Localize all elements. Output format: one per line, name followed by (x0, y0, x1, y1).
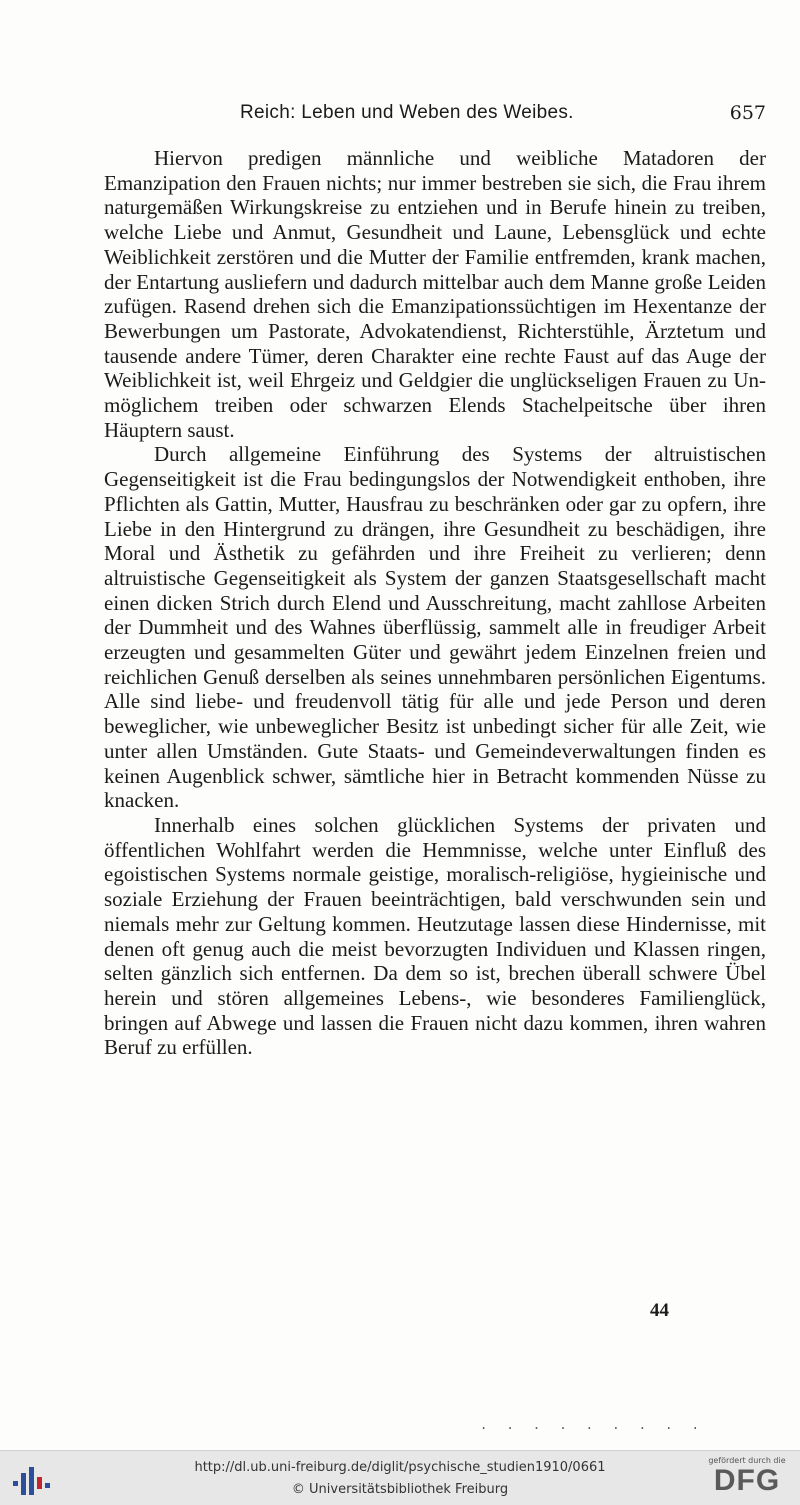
page-number: 657 (729, 102, 766, 124)
paragraph: Innerhalb eines solchen glücklichen Systems der privaten und öffentlichen Wohlfahrt werden die Hemmnisse, welche unter Einfluß des egoistischen Systems normale geistige, moralisch-religiöse, hygieinische und soziale Erziehung der Frauen beeinträchtigen, bald verschwunden sein und niemals mehr zur Geltung kommen. Heutzutage lassen diese Hindernisse, mit denen oft genug auch die meist bevorzugten Individuen und Klassen ringen, selten gänzlich sich entfernen. Da dem so ist, brechen überall schwere Übel herein und stören allgemeines Lebens-, wie besonderes Familienglück, bringen auf Abwege und lassen die Frauen nicht dazu kommen, ihren wahren Beruf zu erfüllen. (104, 812, 766, 1060)
signature-mark: 44 (650, 1300, 669, 1321)
dfg-wordmark: DFG (713, 1464, 781, 1497)
paragraph: Hiervon predigen männliche und weibliche Matadoren der Emanzipation den Frauen nichts; nur immer bestreben sie sich, die Frau ihrem naturgemäßen Wirkungskreise zu entziehen und in Berufe hinein zu treiben, welche Liebe und Anmut, Gesundheit und Laune, Lebensglück und echte Weiblichkeit zerstören und die Mutter der Familie entfremden, krank machen, der Entartung ausliefern und dadurch mittelbar auch dem Manne große Leiden zufügen. Rasend drehen sich die Emanzipationssüchtigen im Hexentanze der Bewerbungen um Pastorate, Advokatendienst, Richterstühle, Ärztetum und tausende andere Tümer, deren Charakter eine rechte Faust auf das Auge der Weiblichkeit ist, weil Ehrgeiz und Geldgier die unglückseligen Frauen zu Unmöglichem treiben oder schwarzen Elends Stachelpeitsche über ihren Häuptern saust. (104, 146, 766, 442)
dfg-caption: gefördert durch die (708, 1456, 786, 1465)
viewer-footer (0, 1450, 800, 1505)
page-header (104, 102, 766, 132)
running-head: Reich: Leben und Weben des Weibes. (240, 102, 574, 123)
permalink-link[interactable]: http://dl.ub.uni-freiburg.de/diglit/psychische_studien1910/0661 (194, 1460, 606, 1475)
paragraph: Durch allgemeine Einführung des Systems der altruistischen Gegenseitigkeit ist die Frau bedingungslos der Notwendigkeit enthoben, ihre Pflichten als Gattin, Mutter, Hausfrau zu beschränken oder gar zu opfern, ihre Liebe in den Hintergrund zu drängen, ihre Gesundheit zu beschädigen, ihre Moral und Ästhetik zu gefährden und ihre Freiheit zu verlieren; denn altruistische Gegenseitigkeit als System der ganzen Staatsgesellschaft macht einen dicken Strich durch Elend und Ausschreitung, macht zahllose Arbeiten der Dummheit und des Wahnes überflüssig, sammelt alle in freudiger Arbeit erzeugten und gesammelten Güter und gewährt jedem Einzelnen freien und reichlichen Genuß derselben als seines unnehmbaren persönlichen Eigentums. Alle sind liebe- und freudenvoll tätig für alle und jede Person und deren beweglicher, wie unbeweglicher Besitz ist unbedingt sicher für alle Zeit, wie unter allen Umständen. Gute Staats- und Gemeindeverwaltungen finden es keinen Augenblick schwer, sämtliche hier in Betracht kommenden Nüsse zu knacken. (104, 442, 766, 813)
dfg-logo (702, 1454, 792, 1502)
scan-artifact: . . . . . . . . . (480, 1418, 705, 1432)
copyright-text: © Universitätsbibliothek Freiburg (291, 1482, 509, 1497)
body-text (104, 146, 766, 1060)
